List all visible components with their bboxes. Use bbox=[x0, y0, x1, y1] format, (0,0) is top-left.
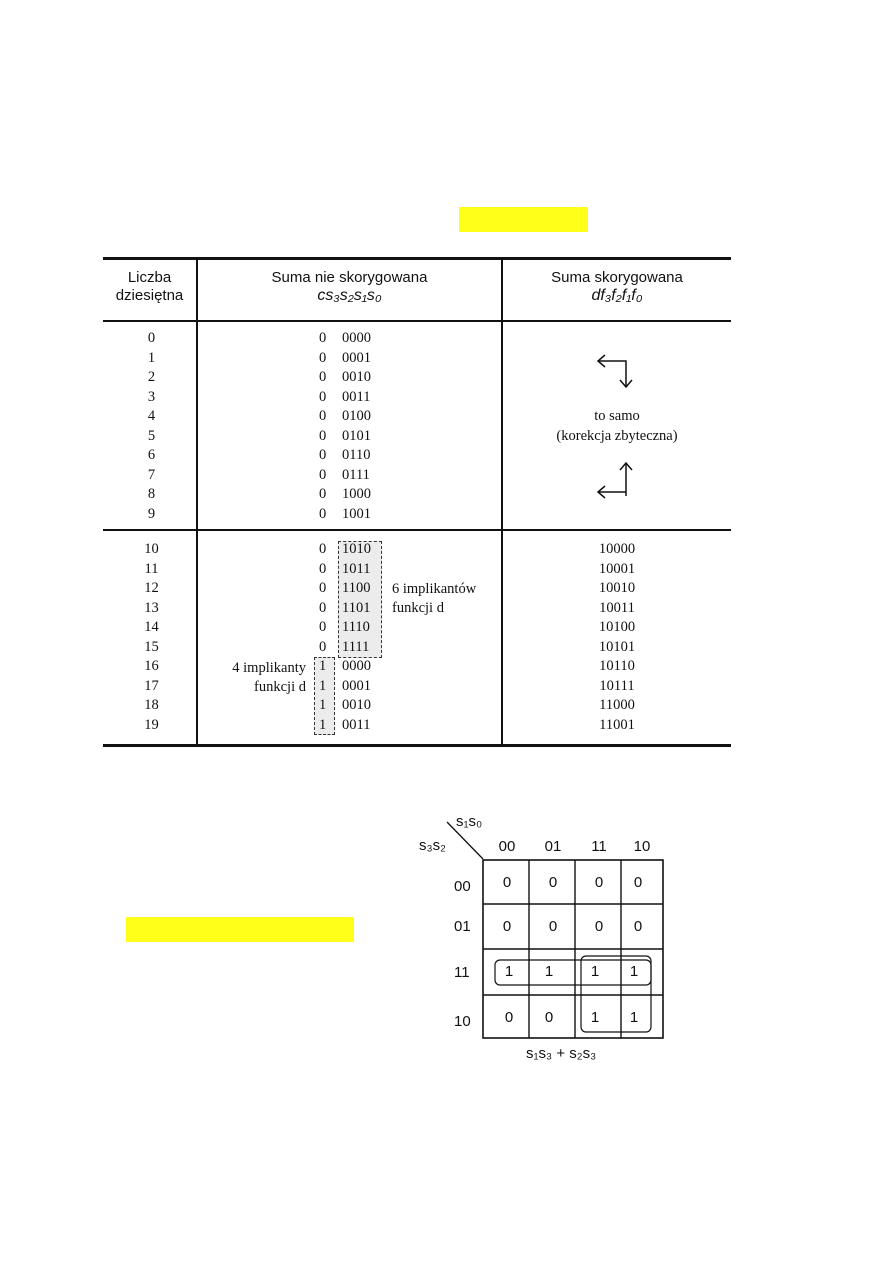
group1-decimals: 0 1 2 3 4 5 6 7 8 9 bbox=[147, 330, 156, 522]
header-corrected: Suma skorygowana df₃f₂f₁f₀ bbox=[503, 269, 731, 305]
arrow-up-turn-icon bbox=[595, 350, 639, 392]
highlight-left bbox=[126, 917, 354, 942]
kmap-cell: 0 bbox=[502, 918, 512, 935]
kmap-col-label: 11 bbox=[591, 838, 607, 855]
kmap-row-var: s₃s₂ bbox=[419, 837, 446, 854]
note-four-implicants: 4 implikanty funkcji d bbox=[232, 660, 306, 695]
kmap-row-label: 01 bbox=[454, 918, 471, 935]
note-six-implicants: 6 implikantów funkcji d bbox=[392, 581, 477, 616]
kmap-row-label: 10 bbox=[454, 1013, 471, 1030]
kmap-cell: 1 bbox=[590, 963, 600, 980]
same-note: (korekcja zbyteczna) bbox=[556, 428, 678, 444]
kmap-cell: 1 bbox=[629, 1009, 639, 1026]
kmap-col-var: s₁s₀ bbox=[456, 813, 483, 830]
highlight-top bbox=[459, 207, 588, 232]
group2-carry: 0 0 0 0 0 0 1 1 1 1 bbox=[319, 541, 327, 733]
kmap-cell: 0 bbox=[633, 918, 643, 935]
kmap-cell: 0 bbox=[544, 1009, 554, 1026]
kmap-result: s₁s₃ + s₂s₃ bbox=[526, 1045, 597, 1062]
kmap-cell: 0 bbox=[594, 918, 604, 935]
header-uncorrected-vars: cs₃s₂s₁s₀ bbox=[317, 287, 382, 304]
kmap-cell: 1 bbox=[504, 963, 514, 980]
group2-bits: 1010 1011 1100 1101 1110 1111 0000 0001 0010 0011 bbox=[342, 541, 371, 733]
kmap-cell: 0 bbox=[548, 874, 558, 891]
group1-bits: 0000 0001 0010 0011 0100 0101 0110 0111 1000 1001 bbox=[342, 330, 371, 522]
kmap-col-label: 10 bbox=[633, 838, 651, 855]
same-label: to samo bbox=[594, 408, 640, 424]
kmap-cell: 0 bbox=[548, 918, 558, 935]
kmap-cell: 0 bbox=[633, 874, 643, 891]
header-decimal: Liczba dziesiętna bbox=[115, 269, 184, 304]
kmap-cell: 1 bbox=[629, 963, 639, 980]
group1-carry: 0 0 0 0 0 0 0 0 0 0 bbox=[319, 330, 327, 522]
header-corrected-vars: df₃f₂f₁f₀ bbox=[591, 287, 643, 304]
kmap-cell: 0 bbox=[502, 874, 512, 891]
kmap-cell: 0 bbox=[504, 1009, 514, 1026]
kmap-col-label: 00 bbox=[498, 838, 516, 855]
kmap-cell: 1 bbox=[544, 963, 554, 980]
group2-corrected: 10000 10001 10010 10011 10100 10101 10110 10111 11000 11001 bbox=[598, 541, 636, 733]
kmap-row-label: 11 bbox=[454, 964, 470, 981]
kmap-row-label: 00 bbox=[454, 878, 471, 895]
group2-decimals: 10 11 12 13 14 15 16 17 18 19 bbox=[144, 541, 159, 733]
arrow-down-turn-icon bbox=[595, 460, 639, 502]
header-uncorrected: Suma nie skorygowana cs₃s₂s₁s₀ bbox=[198, 269, 501, 305]
kmap-col-label: 01 bbox=[544, 838, 562, 855]
kmap-cell: 0 bbox=[594, 874, 604, 891]
kmap-cell: 1 bbox=[590, 1009, 600, 1026]
